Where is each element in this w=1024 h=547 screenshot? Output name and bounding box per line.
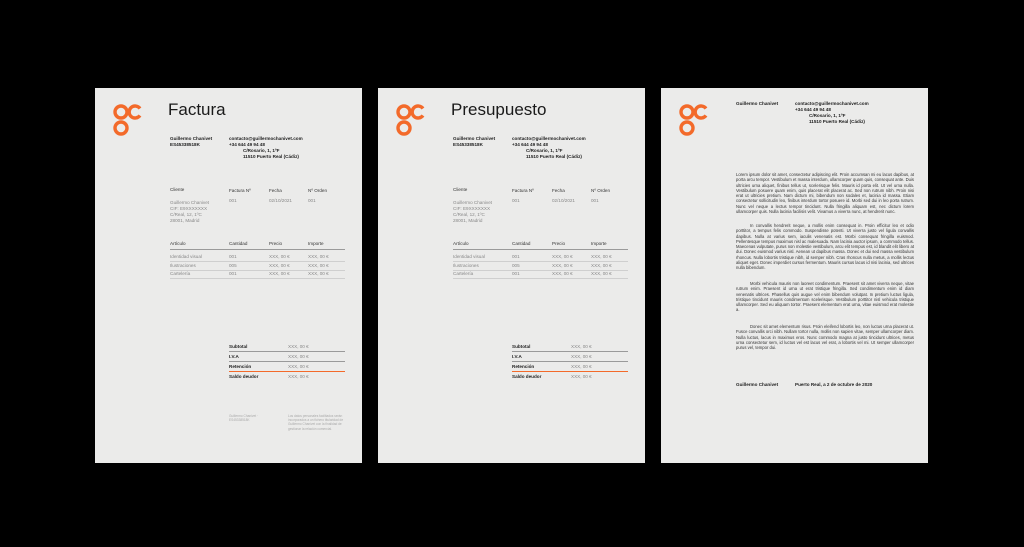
sender-street: C/Rosario, 1, 1ºF	[243, 148, 280, 153]
divider	[453, 261, 628, 262]
item-name: Identidad visual	[170, 254, 202, 259]
client-city: 28001, Madrid	[170, 218, 200, 223]
item-qty: 001	[229, 254, 237, 259]
item-name: Cartelería	[453, 271, 474, 276]
item-amount: XXX, 00 €	[308, 263, 329, 268]
divider	[453, 278, 628, 279]
sender-phone: +34 644 49 94 48	[512, 142, 548, 147]
quote-number-header: Factura Nº	[512, 188, 534, 193]
retention-value: XXX, 00 €	[288, 364, 309, 369]
subtotal-value: XXX, 00 €	[571, 344, 592, 349]
sender-street: C/Rosario, 1, 1ºF	[809, 113, 846, 118]
item-price: XXX, 00 €	[269, 271, 290, 276]
divider	[170, 249, 345, 250]
accent-divider	[512, 371, 628, 372]
item-price: XXX, 00 €	[552, 271, 573, 276]
subtotal-value: XXX, 00 €	[288, 344, 309, 349]
client-name: Guillermo Chanivet	[453, 200, 493, 205]
divider	[229, 361, 345, 362]
item-name: Identidad visual	[453, 254, 485, 259]
item-qty: 005	[512, 263, 520, 268]
letter-paragraph: Lorem ipsum dolor sit amet, consectetur adipiscing elit. Proin accumsan mi eu lacus dapibus, at porta arcu tempor. Vestibulum et massa interdum, ullamcorper quam quis, consequat ante. Duis ultricies urna aliquet, finibus tellus ut, scelerisque felis. Mauris id porta elit. Ut vel urna nulla. Vestibulum posuere quam enim, quis placerat elit placerat ac. Sed non rutrum nibh. Proin nisi erat ut ultricies pretium. Nam dictum mi, bibendum non sodales et, lacinia id massa. Etiam consectetur sollicitudin leo, finibus interdum tortor posuere id. Morbi sed dui in leo porta rutrum. Nunc vel neque a lectus tempor tincidunt. Nulla fringilla aliquam est, nec dictum lorem ullamcorper quis. Nulla lacinia facilisis velit. Vivamus a viverra nunc, at hendrerit nunc.	[736, 172, 914, 215]
letter-page	[661, 88, 928, 463]
divider	[170, 261, 345, 262]
fine-print-right: Los datos personales facilitados serán incorporados a un fichero titularidad de Guillermo Chanivet con la finalidad de gestionar la relación comercial.	[288, 414, 344, 431]
gc-monogram-icon	[678, 102, 708, 137]
sender-phone: +34 644 49 94 48	[229, 142, 265, 147]
items-header-qty: Cantidad	[512, 241, 531, 246]
sender-phone: +34 644 49 94 48	[795, 107, 831, 112]
item-name: Ilustraciones	[170, 263, 196, 268]
item-name: Ilustraciones	[453, 263, 479, 268]
divider	[453, 249, 628, 250]
item-qty: 005	[229, 263, 237, 268]
divider	[229, 351, 345, 352]
accent-divider	[229, 371, 345, 372]
items-header-qty: Cantidad	[229, 241, 248, 246]
item-amount: XXX, 00 €	[591, 263, 612, 268]
item-price: XXX, 00 €	[269, 263, 290, 268]
subtotal-label: Subtotal	[229, 344, 248, 349]
item-amount: XXX, 00 €	[591, 271, 612, 276]
item-qty: 001	[229, 271, 237, 276]
divider	[512, 351, 628, 352]
balance-value: XXX, 00 €	[288, 374, 309, 379]
iva-value: XXX, 00 €	[288, 354, 309, 359]
items-header-price: Precio	[269, 241, 283, 246]
order-number: 001	[308, 198, 316, 203]
item-amount: XXX, 00 €	[591, 254, 612, 259]
item-amount: XXX, 00 €	[308, 271, 329, 276]
balance-label: Saldo deudor	[229, 374, 259, 379]
gc-monogram-icon	[112, 102, 142, 137]
item-qty: 001	[512, 254, 520, 259]
invoice-date: 02/10/2021	[269, 198, 292, 203]
quote-date: 02/10/2021	[552, 198, 575, 203]
sender-email: contacto@guillermochanivet.com	[512, 136, 586, 141]
client-street: C/Real, 12, 1ºC	[453, 212, 485, 217]
balance-label: Saldo deudor	[512, 374, 542, 379]
client-label: Cliente	[453, 187, 468, 192]
sender-email: contacto@guillermochanivet.com	[795, 101, 869, 106]
date-header: Fecha	[552, 188, 565, 193]
retention-label: Retención	[512, 364, 535, 369]
client-city: 28001, Madrid	[453, 218, 483, 223]
retention-value: XXX, 00 €	[571, 364, 592, 369]
order-number: 001	[591, 198, 599, 203]
sender-name: Guillermo Chanivet	[736, 101, 779, 106]
items-header-amount: Importe	[591, 241, 607, 246]
iva-label: I.V.A	[512, 354, 522, 359]
items-header-article: Artículo	[453, 241, 469, 246]
balance-value: XXX, 00 €	[571, 374, 592, 379]
subtotal-label: Subtotal	[512, 344, 531, 349]
divider	[170, 278, 345, 279]
page-title: Presupuesto	[451, 100, 547, 119]
letter-paragraph: In convallis hendrerit neque, a mollis enim consequat in. Proin efficitur leo et odio porttitor, a tempus felis commodo. Suspendisse potenti. Ut viverra justo vel ligula convallis dapibus. Nulla at varius sem, iaculis venenatis est. Morbi consequat fringilla euismod. Pellentesque tempus maximus nisl ac malesuada. Nam lacinia auctor ipsum, a commodo tellus. Maecenas vulputate, purus non molestie vestibulum, arcu elit tempus est, id blandit elit libero at dui. Donec euismod varius nisl. Aenean ut dapibus massa. Donec et dui sed massa vestibulum rhoncus. Nulla lobortis tristique nibh, id semper nibh. Cras rhoncus nulla metus, a mollis lectus aliquet eget. Donec imperdiet cursus fermentum. Mauris cursus lacus id nisi lacinia, sed ultrices nulla bibendum.	[736, 223, 914, 271]
items-header-price: Precio	[552, 241, 566, 246]
iva-value: XXX, 00 €	[571, 354, 592, 359]
client-label: Cliente	[170, 187, 185, 192]
client-street: C/Real, 12, 1ºC	[170, 212, 202, 217]
items-header-amount: Importe	[308, 241, 324, 246]
item-name: Cartelería	[170, 271, 191, 276]
order-header: Nº Orden	[308, 188, 328, 193]
letter-paragraph: Morbi vehicula mauris non laoreet condimentum. Praesent sit amet viverra neque, vitae rutrum enim. Praesent id urna ut erat tristique fringilla. Sed condimentum enim id diam venenatis ultrices. Phasellus quis augue vel enim bibendum volutpat. In pretium luctus ligula, tristique tincidunt mauris condimentum scelerisque. Vestibulum porttitor nisl vehicula tristique ullamcorper. Sed eu aliquam tortor. Praesent elementum erat urna, vitae euismod erat molestie a.	[736, 281, 914, 313]
gc-monogram-icon	[395, 102, 425, 137]
sender-name: Guillermo Chanivet	[170, 136, 213, 141]
invoice-number: 001	[229, 198, 237, 203]
items-header-article: Artículo	[170, 241, 186, 246]
sender-city: 11510 Puerto Real (Cádiz)	[526, 154, 582, 159]
date-header: Fecha	[269, 188, 282, 193]
item-price: XXX, 00 €	[269, 254, 290, 259]
sender-nif: ES45338518K	[453, 142, 483, 147]
page-title: Factura	[168, 100, 226, 119]
sender-email: contacto@guillermochanivet.com	[229, 136, 303, 141]
client-name: Guillermo Chanivet	[170, 200, 210, 205]
closing-place-date: Puerto Real, a 2 de octubre de 2020	[795, 382, 873, 387]
client-cif: CIF: E9XXXXXXX	[453, 206, 491, 211]
sender-city: 11510 Puerto Real (Cádiz)	[809, 119, 865, 124]
item-qty: 001	[512, 271, 520, 276]
divider	[512, 361, 628, 362]
signature-name: Guillermo Chanivet	[736, 382, 779, 387]
invoice-page	[95, 88, 362, 463]
order-header: Nº Orden	[591, 188, 611, 193]
retention-label: Retención	[229, 364, 252, 369]
sender-name: Guillermo Chanivet	[453, 136, 496, 141]
quote-number: 001	[512, 198, 520, 203]
sender-street: C/Rosario, 1, 1ºF	[526, 148, 563, 153]
quote-page	[378, 88, 645, 463]
client-cif: CIF: E9XXXXXXX	[170, 206, 208, 211]
item-amount: XXX, 00 €	[308, 254, 329, 259]
item-price: XXX, 00 €	[552, 254, 573, 259]
invoice-number-header: Factura Nº	[229, 188, 251, 193]
letter-paragraph: Donec sit amet elementum risus. Proin eleifend lobortis leo, non luctus urna placerat ut. Fusce convallis orci nibh. Nullam tortor nulla, mollis non sapien vitae, semper ullamcorper diam. Nulla luctus, lacus in maximus eros. Nunc commodo magna at justo tincidunt ultrices, metus urna consectetur sem, id luctus vel est lacus vel erat, a lobortis vel mi. Ut semper ullamcorper purus vel, tempor dui.	[736, 324, 914, 351]
sender-nif: ES45338518K	[170, 142, 200, 147]
item-price: XXX, 00 €	[552, 263, 573, 268]
fine-print-left: Guillermo Chanivet · ES45338518K	[229, 414, 259, 423]
sender-city: 11510 Puerto Real (Cádiz)	[243, 154, 299, 159]
iva-label: I.V.A	[229, 354, 239, 359]
